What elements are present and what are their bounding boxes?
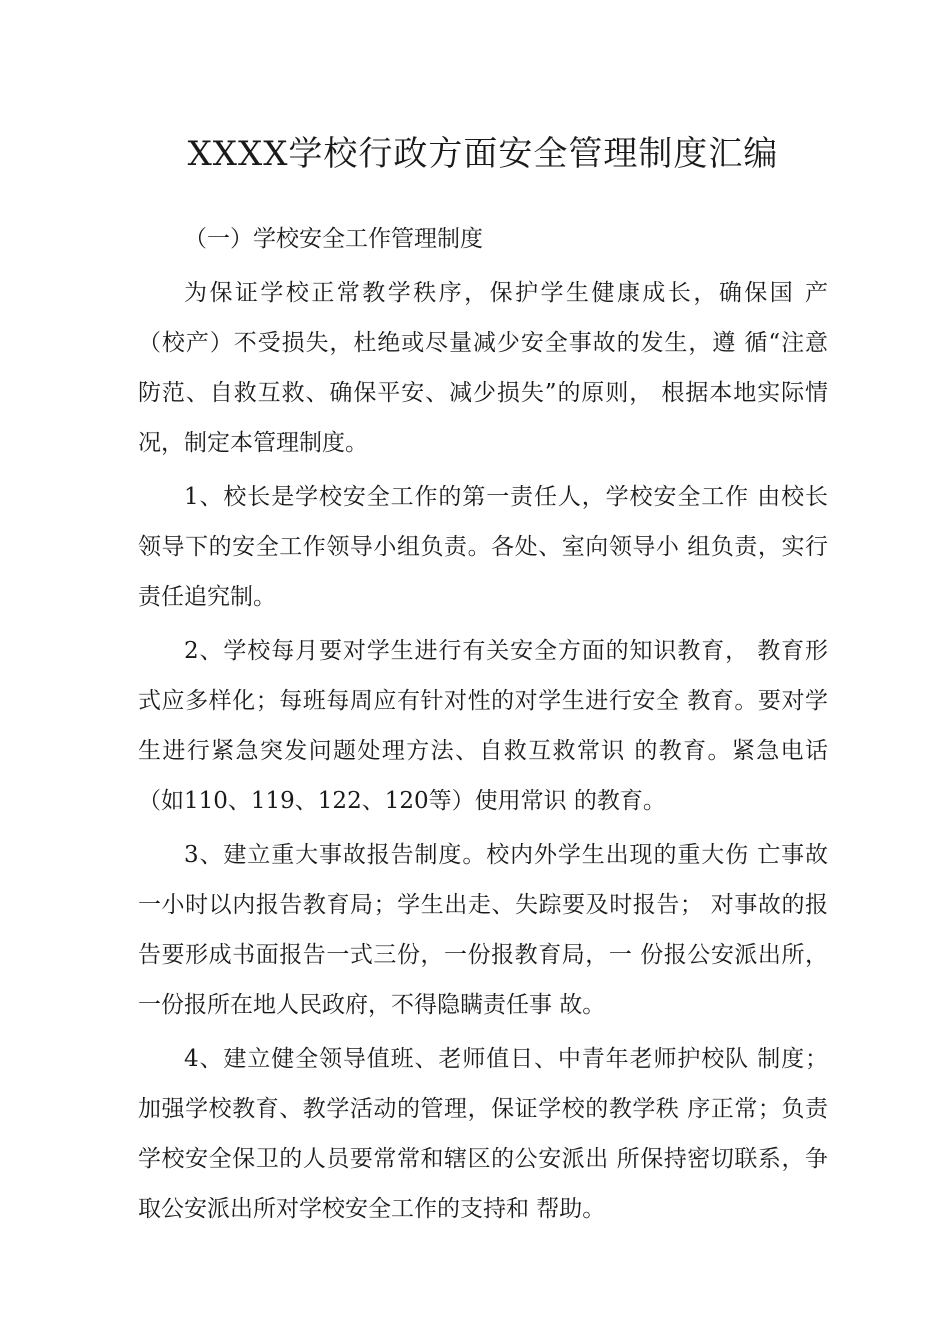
paragraph-line: 一小时以内报告教育局；学生出走、失踪要及时报告； 对事故的报 [138,892,828,918]
paragraph-line: 1、校长是学校安全工作的第一责任人，学校安全工作 由校长 [184,484,828,510]
paragraph-item-4 [138,1034,828,1234]
paragraph-line: 告要形成书面报告一式三份，一份报教育局，一 份报公安派出所， [138,942,828,968]
paragraph-line: 4、建立健全领导值班、老师值日、中青年老师护校队 制度； [184,1046,828,1072]
paragraph-line: 领导下的安全工作领导小组负责。各处、室向领导小 组负责，实行 [138,534,828,560]
paragraph-item-3 [138,830,828,1030]
paragraph-line: 生进行紧急突发问题处理方法、自救互救常识 的教育。紧急电话 [138,738,828,764]
section-heading: （一）学校安全工作管理制度 [184,226,483,252]
document-title: XXXX学校行政方面安全管理制度汇编 [187,134,779,174]
paragraph-item-2 [138,626,828,826]
paragraph-line: 式应多样化；每班每周应有针对性的对学生进行安全 教育。要对学 [138,688,828,714]
paragraph-line: （如110、119、122、120等）使用常识 的教育。 [138,788,666,814]
paragraph-line: 一份报所在地人民政府，不得隐瞒责任事 故。 [138,992,606,1018]
paragraph-line: 防范、自救互救、确保平安、减少损失”的原则， 根据本地实际情 [138,380,828,406]
paragraph-line: 3、建立重大事故报告制度。校内外学生出现的重大伤 亡事故 [184,842,828,868]
paragraph-intro [138,268,828,468]
paragraph-line: （校产）不受损失，杜绝或尽量减少安全事故的发生，遵 循“注意 [138,330,828,356]
document-body [138,214,828,1234]
paragraph-line: 加强学校教育、教学活动的管理，保证学校的教学秩 序正常；负责 [138,1096,828,1122]
paragraph-item-1 [138,472,828,622]
paragraph-line: 学校安全保卫的人员要常常和辖区的公安派出 所保持密切联系，争 [138,1146,828,1172]
paragraph-line: 取公安派出所对学校安全工作的支持和 帮助。 [138,1196,606,1222]
paragraph-line: 为保证学校正常教学秩序，保护学生健康成长，确保国 产 [184,280,828,306]
paragraph-line: 2、学校每月要对学生进行有关安全方面的知识教育， 教育形 [184,638,828,664]
paragraph-line: 责任追究制。 [138,584,276,610]
paragraph-line: 况，制定本管理制度。 [138,430,368,456]
